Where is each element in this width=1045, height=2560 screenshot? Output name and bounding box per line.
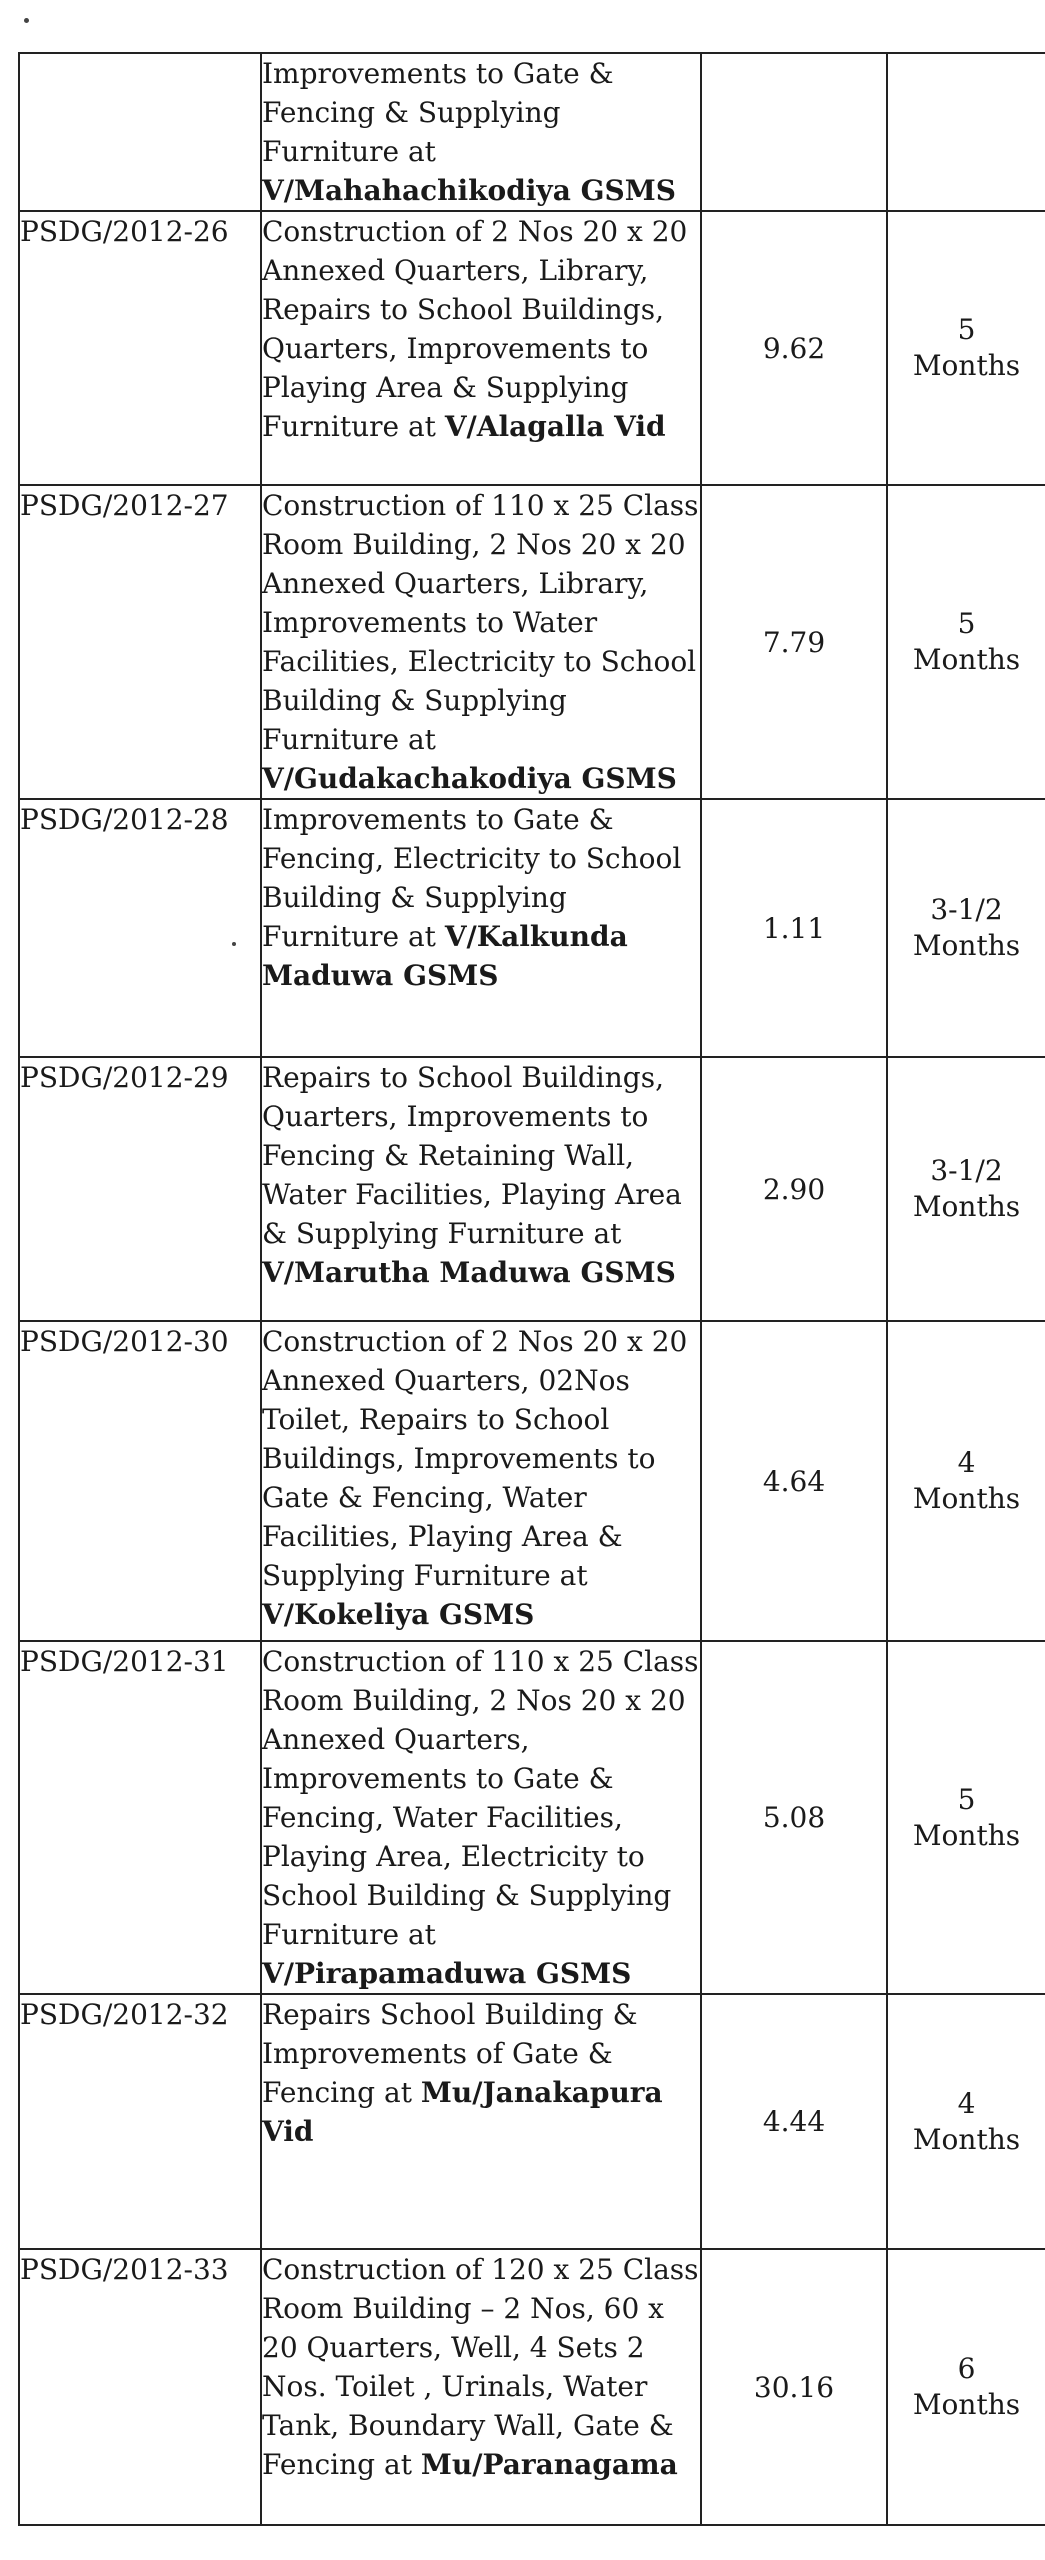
work-description <box>261 53 701 211</box>
duration-unit: Months <box>912 2122 1021 2156</box>
work-description <box>261 485 701 799</box>
duration <box>887 1641 1045 1994</box>
description-text: Improvements to Gate & Fencing & Supplying Furniture at <box>262 57 614 168</box>
work-description <box>261 1641 701 1994</box>
table-row <box>19 799 1045 1057</box>
description-text: Construction of 110 x 25 Class Room Building, 2 Nos 20 x 20 Annexed Quarters, Improvements to Gate & Fencing, Water Facilities, Playing Area, Electricity to School Building & Supplying Furniture at <box>262 1645 699 1951</box>
estimated-cost: 30.16 <box>701 2249 887 2525</box>
estimated-cost: 9.62 <box>701 211 887 485</box>
duration-value: 4 <box>957 1446 976 1479</box>
estimated-cost: 2.90 <box>701 1057 887 1321</box>
school-name: V/Mahahachikodiya GSMS <box>262 174 676 207</box>
project-id: PSDG/2012-26 <box>19 211 261 485</box>
duration <box>887 211 1045 485</box>
duration <box>887 1057 1045 1321</box>
estimated-cost: 5.08 <box>701 1641 887 1994</box>
description-text: Repairs to School Buildings, Quarters, Improvements to Fencing & Retaining Wall, Water Facilities, Playing Area & Supplying Furniture at <box>262 1061 682 1250</box>
description-text: Construction of 120 x 25 Class Room Building – 2 Nos, 60 x 20 Quarters, Well, 4 Sets 2 Nos. Toilet , Urinals, Water Tank, Boundary Wall, Gate & Fencing at <box>262 2253 699 2481</box>
works-table <box>18 52 1045 2526</box>
school-name: Mu/Janakapura Vid <box>262 2076 663 2148</box>
duration-value: 6 <box>957 2352 976 2385</box>
project-id: PSDG/2012-28 <box>19 799 261 1057</box>
duration-unit: Months <box>912 1818 1021 1852</box>
description-text: Construction of 2 Nos 20 x 20 Annexed Quarters, 02Nos Toilet, Repairs to School Buildings, Improvements to Gate & Fencing, Water Facilities, Playing Area & Supplying Furniture at <box>262 1325 688 1592</box>
school-name: V/Marutha Maduwa GSMS <box>262 1256 676 1289</box>
school-name: V/Pirapamaduwa GSMS <box>262 1957 632 1990</box>
duration-unit: Months <box>912 643 1021 676</box>
school-name: V/Kokeliya GSMS <box>262 1598 535 1631</box>
work-description <box>261 1321 701 1641</box>
estimated-cost: 4.44 <box>701 1994 887 2249</box>
table-row <box>19 1057 1045 1321</box>
description-text: Construction of 2 Nos 20 x 20 Annexed Quarters, Library, Repairs to School Buildings, Quarters, Improvements to Playing Area & Supplying Furniture at <box>262 215 688 443</box>
project-id: PSDG/2012-33 <box>19 2249 261 2525</box>
school-name: V/Gudakachakodiya GSMS <box>262 762 677 795</box>
project-id <box>19 53 261 211</box>
duration-value: 3-1/2 <box>930 893 1003 926</box>
project-id: PSDG/2012-32 <box>19 1994 261 2249</box>
duration-unit: Months <box>912 349 1021 382</box>
work-description <box>261 211 701 485</box>
duration-value: 5 <box>957 313 976 346</box>
duration <box>887 2249 1045 2525</box>
table-row <box>19 211 1045 485</box>
table-row <box>19 1321 1045 1641</box>
estimated-cost: 4.64 <box>701 1321 887 1641</box>
duration-unit: Months <box>912 929 1021 962</box>
table-row <box>19 1994 1045 2249</box>
duration <box>887 799 1045 1057</box>
duration <box>887 1321 1045 1641</box>
school-name: V/Kalkunda Maduwa GSMS <box>262 920 628 992</box>
duration-value: 5 <box>957 1782 976 1816</box>
speck <box>24 18 29 23</box>
table-row <box>19 1641 1045 1994</box>
table-row <box>19 485 1045 799</box>
school-name: Mu/Paranagama <box>420 2448 678 2481</box>
project-id: PSDG/2012-27 <box>19 485 261 799</box>
duration-unit: Months <box>912 1482 1021 1515</box>
school-name: V/Alagalla Vid <box>444 410 666 443</box>
duration-value: 5 <box>957 607 976 640</box>
project-id: PSDG/2012-31 <box>19 1641 261 1994</box>
duration-value: 4 <box>957 2086 976 2120</box>
duration <box>887 485 1045 799</box>
description-text: Improvements to Gate & Fencing, Electricity to School Building & Supplying Furniture at <box>262 803 682 953</box>
duration <box>887 1994 1045 2249</box>
work-description <box>261 1994 701 2249</box>
project-id: PSDG/2012-29 <box>19 1057 261 1321</box>
duration-unit: Months <box>912 2388 1021 2421</box>
work-description <box>261 799 701 1057</box>
work-description <box>261 1057 701 1321</box>
table-row <box>19 2249 1045 2525</box>
table-row <box>19 53 1045 211</box>
estimated-cost: 7.79 <box>701 485 887 799</box>
duration-unit: Months <box>912 1190 1021 1223</box>
duration <box>887 53 1045 211</box>
description-text: Repairs School Building & Improvements of Gate & Fencing at <box>262 1998 638 2109</box>
duration-value: 3-1/2 <box>930 1154 1003 1187</box>
project-id: PSDG/2012-30 <box>19 1321 261 1641</box>
estimated-cost: 1.11 <box>701 799 887 1057</box>
description-text: Construction of 110 x 25 Class Room Building, 2 Nos 20 x 20 Annexed Quarters, Library, Improvements to Water Facilities, Electricity to School Building & Supplying Furniture at <box>262 489 699 756</box>
work-description <box>261 2249 701 2525</box>
estimated-cost <box>701 53 887 211</box>
